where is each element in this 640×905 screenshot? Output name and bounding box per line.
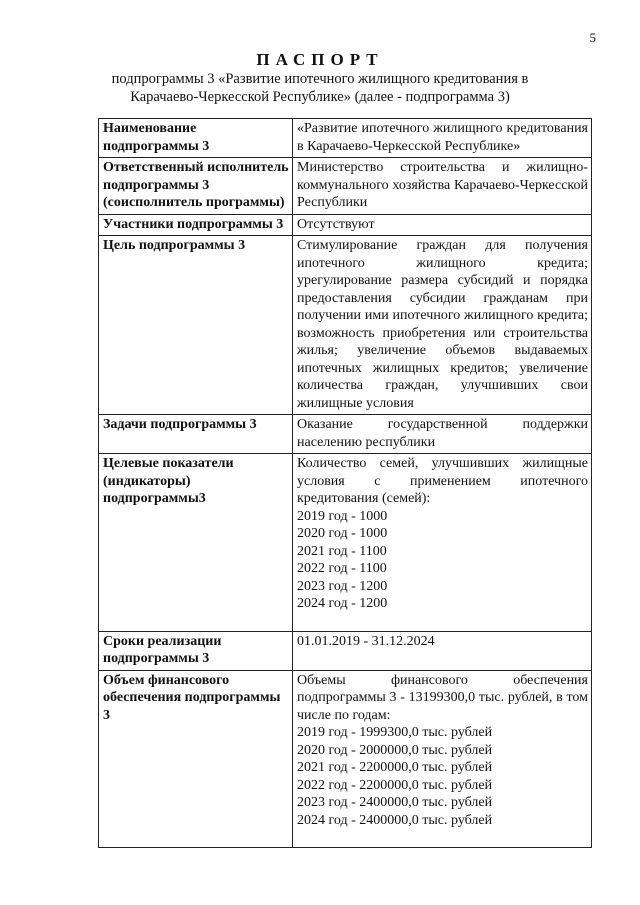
indicator-line: 2023 год - 1200 [297,578,388,594]
indicator-line: 2019 год - 1000 [297,508,388,524]
table-row-responsible [99,158,592,215]
row-label: Участники подпрограммы 3 [99,214,293,236]
indicator-line: 2020 год - 1000 [297,526,388,541]
row-label: Целевые показатели (индикаторы) подпрограммы3 [99,454,293,632]
page-number: 5 [589,30,596,45]
table-row-timeline [99,631,592,670]
row-value: Оказание государственной поддержки населению республики [293,415,592,454]
table-row-financing [99,670,592,848]
row-label: Ответственный исполнитель подпрограммы 3 (соисполнитель программы) [99,158,293,215]
financing-line: 2023 год - 2400000,0 тыс. рублей [297,795,493,810]
row-value: 01.01.2019 - 31.12.2024 [293,631,592,670]
row-value [293,670,592,848]
indicator-line: 2022 год - 1100 [297,561,387,576]
indicator-line: 2021 год - 1100 [297,543,387,559]
financing-intro: Объемы финансового обеспечения подпрограммы 3 - 13199300,0 тыс. рублей, в том числе по годам: [297,672,588,723]
table-row-tasks [99,415,592,454]
row-value: Министерство строительства и жилищно-коммунального хозяйства Карачаево-Черкесской Республики [293,158,592,215]
table-row-participants [99,214,592,236]
row-value: Стимулирование граждан для получения ипотечного жилищного кредита; урегулирование размера субсидий и порядка предоставления субсидии гражданам при получении ими ипотечного жилищного кредита; возможность приобретения или строительства жилья; увеличение объемов выдаваемых ипотечных жилищных кредитов; увеличение количества граждан, улучшивших свои жилищные условия [293,236,592,415]
row-label: Наименование подпрограммы 3 [99,119,293,158]
row-value: Отсутствуют [293,214,592,236]
row-label: Объем финансового обеспечения подпрограммы 3 [99,670,293,848]
row-label: Цель подпрограммы 3 [99,236,293,415]
table-row-indicators [99,454,592,632]
financing-line: 2019 год - 1999300,0 тыс. рублей [297,725,493,740]
row-label: Задачи подпрограммы 3 [99,415,293,454]
indicator-line: 2024 год - 1200 [297,596,388,611]
page-subtitle: подпрограммы 3 «Развитие ипотечного жилищного кредитования в Карачаево-Черкесской Республике» (далее - подпрограмма 3) [111,71,529,105]
financing-line: 2021 год - 2200000,0 тыс. рублей [297,760,493,775]
row-value [293,454,592,632]
row-value: «Развитие ипотечного жилищного кредитования в Карачаево-Черкесской Республике» [293,119,592,158]
passport-table [98,118,592,848]
indicators-intro: Количество семей, улучшивших жилищные условия с применением ипотечного кредитования (семей): [297,456,588,506]
financing-line: 2024 год - 2400000,0 тыс. рублей [297,812,493,828]
row-label: Сроки реализации подпрограммы 3 [99,631,293,670]
page-title: ПАСПОРТ [256,50,384,69]
table-row-goal [99,236,592,415]
financing-line: 2022 год - 2200000,0 тыс. рублей [297,777,493,793]
financing-line: 2020 год - 2000000,0 тыс. рублей [297,742,493,758]
table-row-name [99,119,592,158]
